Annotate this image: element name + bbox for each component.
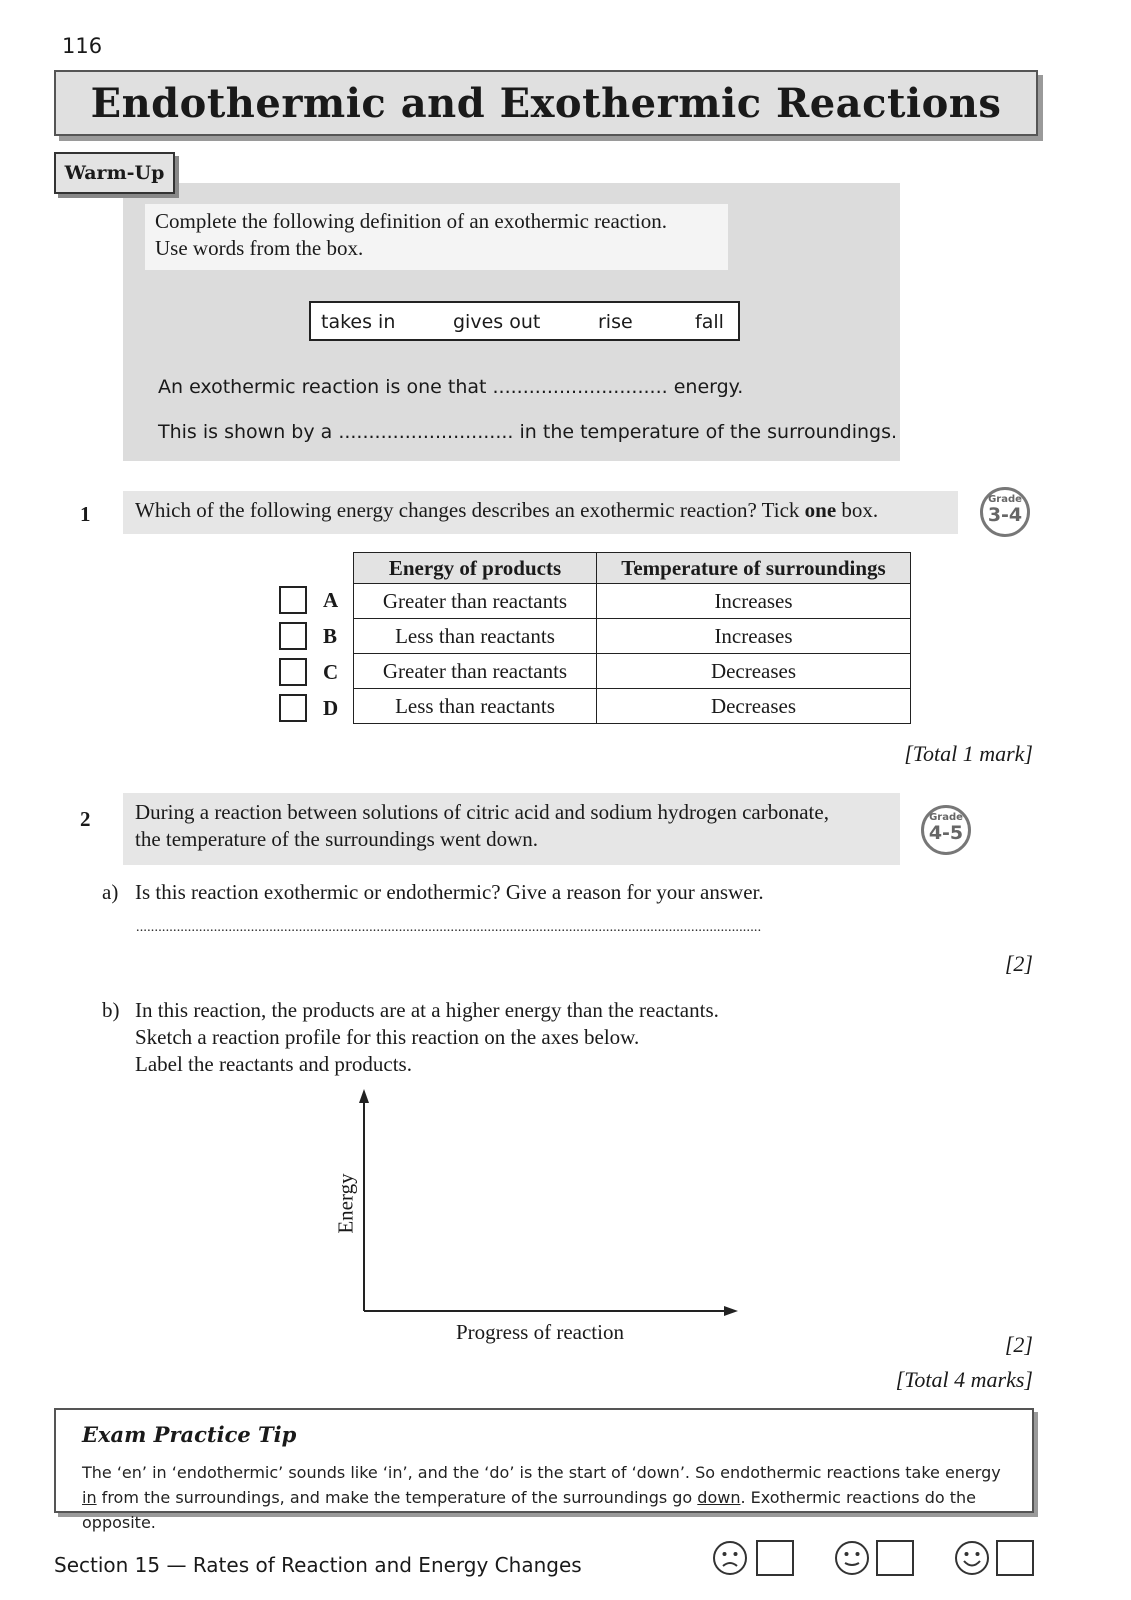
- self-assessment-box-sad[interactable]: [756, 1540, 794, 1576]
- warmup-instruction-line-2: Use words from the box.: [155, 236, 364, 260]
- tip-title: Exam Practice Tip: [82, 1422, 297, 1447]
- table-row: [354, 619, 911, 654]
- option-letter-c: C: [323, 660, 339, 684]
- x-axis-arrow-icon: [724, 1306, 738, 1316]
- cloze-text: An exothermic reaction is one that: [158, 376, 487, 398]
- q2a-answer-line[interactable]: .........................................................................................................................................................................: [136, 920, 762, 935]
- warmup-tab: Warm-Up: [54, 152, 175, 194]
- q2-line-1: During a reaction between solutions of citric acid and sodium hydrogen carbonate,: [135, 800, 829, 824]
- y-axis-label: Energy: [333, 1173, 358, 1234]
- option-letter-d: D: [323, 696, 339, 720]
- q2b-line-1: In this reaction, the products are at a higher energy than the reactants.: [135, 998, 719, 1022]
- grade-label: Grade: [988, 494, 1022, 505]
- self-assessment-box-neutral[interactable]: [876, 1540, 914, 1576]
- grade-value: 4-5: [928, 822, 964, 844]
- q1-text-before: Which of the following energy changes describes an exothermic reaction? Tick: [135, 498, 800, 522]
- cell-energy: Less than reactants: [354, 689, 597, 724]
- cell-temperature: Increases: [597, 584, 911, 619]
- header-temperature-of-surroundings: Temperature of surroundings: [597, 553, 911, 584]
- tip-underlined-in: in: [82, 1488, 97, 1507]
- self-assessment-box-happy[interactable]: [996, 1540, 1034, 1576]
- word-box: [309, 301, 740, 341]
- tip-text: [82, 1460, 1012, 1535]
- cloze-blank-1[interactable]: .............................: [492, 376, 668, 398]
- table-row: [354, 654, 911, 689]
- grade-value: 3-4: [987, 504, 1023, 526]
- reaction-profile-axes[interactable]: [330, 1085, 750, 1345]
- q2-line-2: the temperature of the surroundings went down.: [135, 827, 538, 851]
- grade-label: Grade: [929, 812, 963, 823]
- word-option: rise: [598, 311, 633, 333]
- header-energy-of-products: Energy of products: [354, 553, 597, 584]
- tip-underlined-down: down: [697, 1488, 741, 1507]
- cell-temperature: Increases: [597, 619, 911, 654]
- cloze-text: This is shown by a: [158, 421, 333, 443]
- tick-box-c[interactable]: [279, 658, 307, 686]
- happy-face-icon: [954, 1540, 990, 1576]
- x-axis-label: Progress of reaction: [456, 1320, 624, 1344]
- q2b-line-3: Label the reactants and products.: [135, 1052, 412, 1076]
- q2b-marks: [2]: [1004, 1332, 1033, 1357]
- q2a-text: Is this reaction exothermic or endothermic? Give a reason for your answer.: [135, 880, 764, 904]
- cloze-sentence-1: [158, 376, 743, 398]
- tip-text-part: from the surroundings, and make the temperature of the surroundings go: [96, 1488, 698, 1507]
- q2b-line-2: Sketch a reaction profile for this reaction on the axes below.: [135, 1025, 640, 1049]
- q2b-text: [135, 997, 719, 1078]
- cloze-text: energy.: [673, 376, 744, 398]
- q1-text-after: box.: [841, 498, 879, 522]
- cell-temperature: Decreases: [597, 689, 911, 724]
- word-option: fall: [695, 311, 724, 333]
- page-title: Endothermic and Exothermic Reactions: [90, 79, 1002, 127]
- warmup-instruction-line-1: Complete the following definition of an exothermic reaction.: [155, 209, 668, 233]
- table-header-row: [354, 553, 911, 584]
- option-letter-b: B: [323, 624, 338, 648]
- cell-energy: Less than reactants: [354, 619, 597, 654]
- sad-face-icon: [712, 1540, 748, 1576]
- option-letter-a: A: [323, 588, 339, 612]
- cell-energy: Greater than reactants: [354, 654, 597, 689]
- cloze-text: in the temperature of the surroundings.: [519, 421, 898, 443]
- cell-temperature: Decreases: [597, 654, 911, 689]
- q2b-label: b): [102, 998, 120, 1022]
- tick-box-b[interactable]: [279, 622, 307, 650]
- warmup-instruction: [145, 204, 728, 270]
- page-title-box: [54, 70, 1038, 136]
- word-option: gives out: [453, 311, 541, 333]
- table-row: [354, 689, 911, 724]
- tip-text-part: The ‘en’ in ‘endothermic’ sounds like ‘in’, and the ‘do’ is the start of ‘down’. So endothermic reactions take energy: [82, 1463, 1001, 1482]
- footer-section-title: Section 15 — Rates of Reaction and Energy Changes: [54, 1553, 582, 1577]
- q2-total-marks: [Total 4 marks]: [895, 1367, 1033, 1392]
- tick-box-a[interactable]: [279, 586, 307, 614]
- neutral-face-icon: [834, 1540, 870, 1576]
- q1-text-bold: one: [804, 498, 837, 522]
- y-axis-arrow-icon: [359, 1089, 369, 1103]
- energy-change-table: [353, 552, 911, 724]
- q2a-marks: [2]: [1004, 951, 1033, 976]
- question-2-text: [123, 793, 900, 865]
- grade-badge-q1: [980, 487, 1030, 537]
- tip-text-part: . Exothermic reactions do the opposite.: [82, 1488, 977, 1532]
- exam-practice-tip-box: [54, 1408, 1034, 1532]
- page-number: 116: [62, 34, 103, 58]
- word-option: takes in: [321, 311, 396, 333]
- q1-total-marks: [Total 1 mark]: [904, 741, 1033, 766]
- cell-energy: Greater than reactants: [354, 584, 597, 619]
- question-number-2: 2: [80, 807, 91, 831]
- q2a-label: a): [102, 880, 119, 904]
- tick-box-d[interactable]: [279, 694, 307, 722]
- question-1-text: [123, 491, 958, 534]
- grade-badge-q2: [921, 805, 971, 855]
- question-number-1: 1: [80, 502, 91, 526]
- cloze-blank-2[interactable]: .............................: [338, 421, 514, 443]
- table-row: [354, 584, 911, 619]
- cloze-sentence-2: [158, 421, 897, 443]
